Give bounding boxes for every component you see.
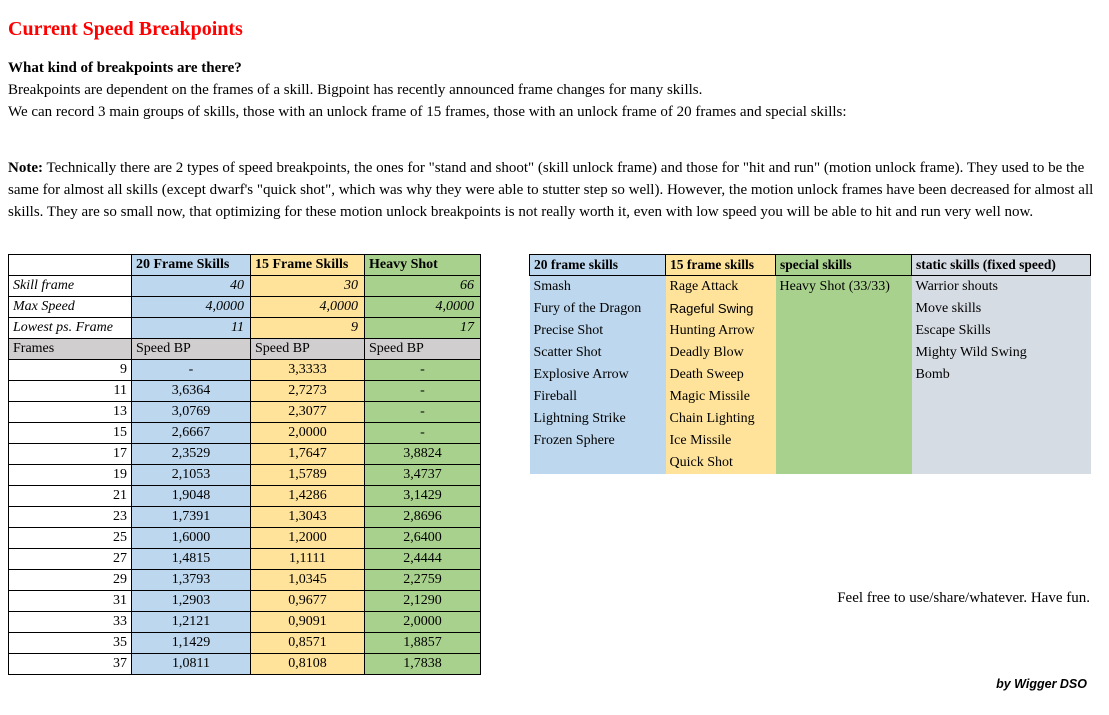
frame-number: 21 — [9, 486, 132, 507]
skills-row — [530, 386, 1091, 408]
speed-bp-value: 3,3333 — [251, 360, 365, 381]
skills-row — [530, 320, 1091, 342]
skill-cell: Scatter Shot — [530, 342, 666, 364]
skill-cell: Death Sweep — [666, 364, 776, 386]
speed-bp-value: 1,7838 — [365, 654, 481, 675]
speed-bp-value: 2,6667 — [132, 423, 251, 444]
skill-cell: Warrior shouts — [912, 276, 1091, 298]
breakpoint-data-row — [9, 465, 481, 486]
frame-number: 27 — [9, 549, 132, 570]
speed-bp-value: 1,1429 — [132, 633, 251, 654]
meta-value: 9 — [251, 318, 365, 339]
skills-row — [530, 452, 1091, 474]
skills-row — [530, 298, 1091, 320]
speed-bp-value: 1,6000 — [132, 528, 251, 549]
breakpoint-data-row — [9, 612, 481, 633]
frame-number: 25 — [9, 528, 132, 549]
skills-row — [530, 364, 1091, 386]
credit: by Wigger DSO — [996, 677, 1087, 691]
speed-bp-value: - — [365, 360, 481, 381]
skill-cell: Magic Missile — [666, 386, 776, 408]
speed-bp-value: - — [365, 423, 481, 444]
skill-cell: Rage Attack — [666, 276, 776, 298]
meta-value: 4,0000 — [132, 297, 251, 318]
speed-bp-value: 2,3077 — [251, 402, 365, 423]
speed-bp-value: 3,8824 — [365, 444, 481, 465]
meta-value: 40 — [132, 276, 251, 297]
breakpoint-data-row — [9, 507, 481, 528]
speed-bp-value: 1,0811 — [132, 654, 251, 675]
meta-value: 4,0000 — [251, 297, 365, 318]
speed-bp-value: 1,7647 — [251, 444, 365, 465]
breakpoint-meta-row — [9, 297, 481, 318]
skills-row — [530, 342, 1091, 364]
frame-number: 29 — [9, 570, 132, 591]
skill-cell: Deadly Blow — [666, 342, 776, 364]
speed-bp-value: 1,4815 — [132, 549, 251, 570]
breakpoint-data-row — [9, 654, 481, 675]
note-label: Note: — [8, 160, 43, 176]
column-header-15-frame-skills: 15 Frame Skills — [251, 255, 365, 276]
skill-cell: Hunting Arrow — [666, 320, 776, 342]
skill-cell — [912, 430, 1091, 452]
skill-cell — [530, 452, 666, 474]
skill-cell: Move skills — [912, 298, 1091, 320]
speed-bp-value: - — [132, 360, 251, 381]
frame-number: 13 — [9, 402, 132, 423]
skill-cell — [776, 364, 912, 386]
skill-cell: Fireball — [530, 386, 666, 408]
speed-bp-value: 0,9091 — [251, 612, 365, 633]
note-body: Technically there are 2 types of speed breakpoints, the ones for "stand and shoot" (skill unlock frame) and those for "hit and run" (motion unlock frame). They used to be the same for almost all skills (except dwarf's "quick shot", which was why they were able to stutter step so well). However, the motion unlock frames have been decreased for almost all skills. They are so small now, that optimizing for these motion unlock breakpoints is not really worth it, even with low speed you will be able to hit and run very well now. — [8, 160, 1094, 221]
skill-cell: Fury of the Dragon — [530, 298, 666, 320]
skills-table-header-row — [530, 255, 1091, 276]
speed-bp-label: Speed BP — [251, 339, 365, 360]
breakpoint-data-row — [9, 402, 481, 423]
skills-row — [530, 430, 1091, 452]
speed-bp-value: 2,1053 — [132, 465, 251, 486]
frames-label: Frames — [9, 339, 132, 360]
skill-cell — [776, 298, 912, 320]
frame-number: 15 — [9, 423, 132, 444]
speed-bp-value: - — [365, 381, 481, 402]
breakpoint-data-row — [9, 570, 481, 591]
skills-header-static: static skills (fixed speed) — [912, 255, 1091, 276]
frame-number: 11 — [9, 381, 132, 402]
skill-cell: Smash — [530, 276, 666, 298]
skills-header-special: special skills — [776, 255, 912, 276]
breakpoint-data-row — [9, 528, 481, 549]
breakpoint-data-row — [9, 549, 481, 570]
skill-cell — [776, 452, 912, 474]
speed-bp-value: 1,2121 — [132, 612, 251, 633]
skills-table — [529, 254, 1091, 474]
breakpoint-data-row — [9, 444, 481, 465]
skill-cell: Frozen Sphere — [530, 430, 666, 452]
meta-value: 66 — [365, 276, 481, 297]
speed-bp-value: 2,3529 — [132, 444, 251, 465]
skill-cell: Lightning Strike — [530, 408, 666, 430]
intro-line-2: We can record 3 main groups of skills, those with an unlock frame of 15 frames, those with an unlock frame of 20 frames and special skills: — [8, 104, 847, 120]
breakpoint-meta-row — [9, 276, 481, 297]
breakpoint-data-row — [9, 381, 481, 402]
skills-row — [530, 408, 1091, 430]
skills-header-20-frame: 20 frame skills — [530, 255, 666, 276]
intro-section — [8, 57, 1103, 123]
speed-bp-value: 1,2000 — [251, 528, 365, 549]
skill-cell: Mighty Wild Swing — [912, 342, 1091, 364]
breakpoint-table-header-row — [9, 255, 481, 276]
breakpoint-data-row — [9, 423, 481, 444]
frame-number: 9 — [9, 360, 132, 381]
speed-bp-value: 2,0000 — [365, 612, 481, 633]
skill-cell — [776, 408, 912, 430]
speed-bp-value: 3,0769 — [132, 402, 251, 423]
row-label: Lowest ps. Frame — [9, 318, 132, 339]
note-paragraph — [8, 157, 1100, 224]
speed-bp-label: Speed BP — [365, 339, 481, 360]
breakpoint-table — [8, 254, 481, 675]
frame-number: 17 — [9, 444, 132, 465]
skill-cell: Chain Lighting — [666, 408, 776, 430]
speed-bp-value: 3,6364 — [132, 381, 251, 402]
intro-line-1: Breakpoints are dependent on the frames of a skill. Bigpoint has recently announced frame changes for many skills. — [8, 82, 703, 98]
frame-number: 35 — [9, 633, 132, 654]
frame-number: 31 — [9, 591, 132, 612]
speed-bp-value: 1,7391 — [132, 507, 251, 528]
meta-value: 4,0000 — [365, 297, 481, 318]
skill-cell: Escape Skills — [912, 320, 1091, 342]
meta-value: 17 — [365, 318, 481, 339]
column-header-20-frame-skills: 20 Frame Skills — [132, 255, 251, 276]
speed-bp-value: 3,4737 — [365, 465, 481, 486]
breakpoint-data-row — [9, 633, 481, 654]
skill-cell — [776, 342, 912, 364]
meta-value: 11 — [132, 318, 251, 339]
skill-cell: Rageful Swing — [666, 298, 776, 320]
frame-number: 33 — [9, 612, 132, 633]
breakpoint-table-subheader-row — [9, 339, 481, 360]
frame-number: 23 — [9, 507, 132, 528]
speed-bp-value: 0,8108 — [251, 654, 365, 675]
speed-bp-value: 1,2903 — [132, 591, 251, 612]
speed-bp-value: 0,9677 — [251, 591, 365, 612]
speed-bp-value: 1,0345 — [251, 570, 365, 591]
speed-bp-value: 1,8857 — [365, 633, 481, 654]
speed-bp-value: 2,6400 — [365, 528, 481, 549]
speed-bp-value: 1,5789 — [251, 465, 365, 486]
skill-cell — [776, 386, 912, 408]
skill-cell: Quick Shot — [666, 452, 776, 474]
row-label: Max Speed — [9, 297, 132, 318]
speed-bp-value: 2,7273 — [251, 381, 365, 402]
frame-number: 37 — [9, 654, 132, 675]
row-label: Skill frame — [9, 276, 132, 297]
intro-heading: What kind of breakpoints are there? — [8, 60, 242, 76]
speed-bp-value: 1,3043 — [251, 507, 365, 528]
speed-bp-value: 2,8696 — [365, 507, 481, 528]
speed-bp-value: 2,4444 — [365, 549, 481, 570]
speed-bp-value: 1,3793 — [132, 570, 251, 591]
speed-bp-value: 1,4286 — [251, 486, 365, 507]
breakpoint-meta-row — [9, 318, 481, 339]
speed-bp-value: - — [365, 402, 481, 423]
speed-bp-value: 2,0000 — [251, 423, 365, 444]
breakpoint-data-row — [9, 486, 481, 507]
speed-bp-value: 1,1111 — [251, 549, 365, 570]
skill-cell — [912, 452, 1091, 474]
frame-number: 19 — [9, 465, 132, 486]
column-header-heavy-shot: Heavy Shot — [365, 255, 481, 276]
skills-header-15-frame: 15 frame skills — [666, 255, 776, 276]
skill-cell: Heavy Shot (33/33) — [776, 276, 912, 298]
speed-bp-label: Speed BP — [132, 339, 251, 360]
skill-cell: Explosive Arrow — [530, 364, 666, 386]
speed-bp-value: 3,1429 — [365, 486, 481, 507]
skill-cell — [912, 386, 1091, 408]
speed-bp-value: 0,8571 — [251, 633, 365, 654]
skill-cell — [776, 430, 912, 452]
page-title: Current Speed Breakpoints — [8, 18, 243, 41]
skills-row — [530, 276, 1091, 298]
footer-note: Feel free to use/share/whatever. Have fun. — [837, 590, 1090, 606]
skill-cell — [912, 408, 1091, 430]
breakpoint-data-row — [9, 591, 481, 612]
skill-cell: Ice Missile — [666, 430, 776, 452]
speed-bp-value: 2,1290 — [365, 591, 481, 612]
breakpoint-data-row — [9, 360, 481, 381]
speed-bp-value: 2,2759 — [365, 570, 481, 591]
skill-cell — [776, 320, 912, 342]
corner-cell — [9, 255, 132, 276]
skill-cell: Bomb — [912, 364, 1091, 386]
speed-bp-value: 1,9048 — [132, 486, 251, 507]
skill-cell: Precise Shot — [530, 320, 666, 342]
meta-value: 30 — [251, 276, 365, 297]
